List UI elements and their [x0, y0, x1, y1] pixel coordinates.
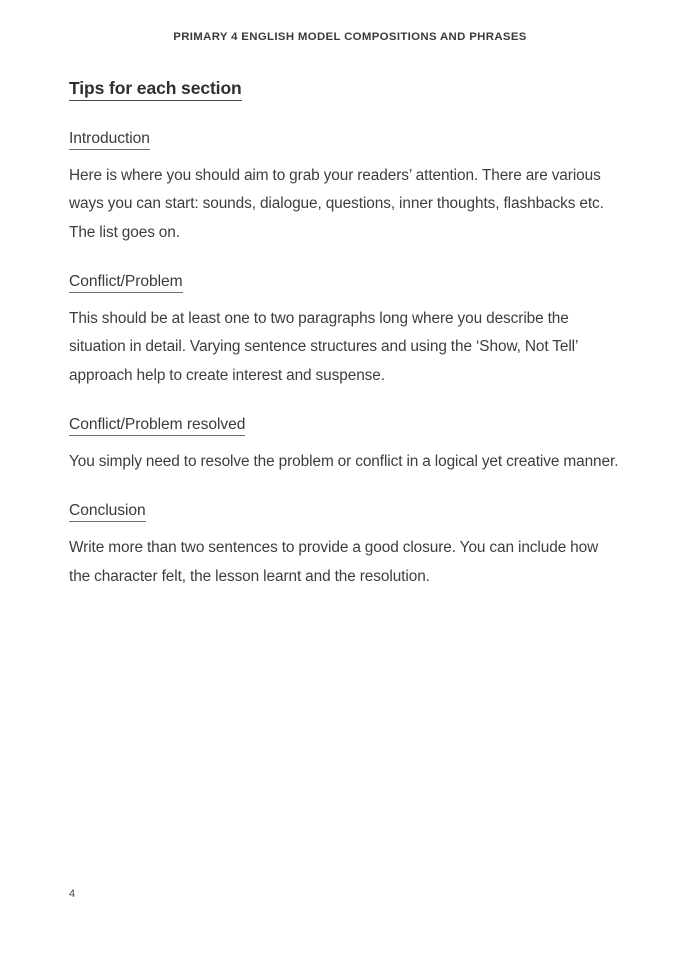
section-heading-conflict-problem-resolved [69, 416, 622, 435]
page-number: 4 [69, 888, 76, 900]
page-title [69, 78, 622, 100]
section-body-conflict-problem: This should be at least one to two paragraphs long where you describe the situation in detail. Varying sentence structures and using the ‘Show, Not Tell’ approach help to create interest and suspense. [69, 309, 578, 384]
section-heading-introduction-text: Introduction [69, 130, 150, 150]
section-heading-conflict-problem-resolved-text: Conflict/Problem resolved [69, 416, 245, 436]
section-conclusion [69, 502, 622, 591]
section-body-introduction: Here is where you should aim to grab your readers’ attention. There are various ways you can start: sounds, dialogue, questions, inner thoughts, flashbacks etc. The list goes on. [69, 166, 604, 241]
section-body-conclusion: Write more than two sentences to provide a good closure. You can include how the character felt, the lesson learnt and the resolution. [69, 539, 599, 585]
section-conflict-problem [69, 273, 622, 390]
page-content [69, 78, 622, 591]
page-title-text: Tips for each section [69, 78, 242, 101]
running-header: PRIMARY 4 ENGLISH MODEL COMPOSITIONS AND PHRASES [173, 31, 527, 43]
section-heading-conclusion [69, 502, 622, 521]
section-heading-conflict-problem-text: Conflict/Problem [69, 273, 183, 293]
section-heading-conclusion-text: Conclusion [69, 502, 146, 522]
section-introduction [69, 130, 622, 247]
section-heading-introduction [69, 130, 622, 149]
section-body-conflict-problem-resolved: You simply need to resolve the problem or conflict in a logical yet creative manner. [69, 452, 619, 470]
section-conflict-problem-resolved [69, 416, 622, 476]
section-heading-conflict-problem [69, 273, 622, 292]
